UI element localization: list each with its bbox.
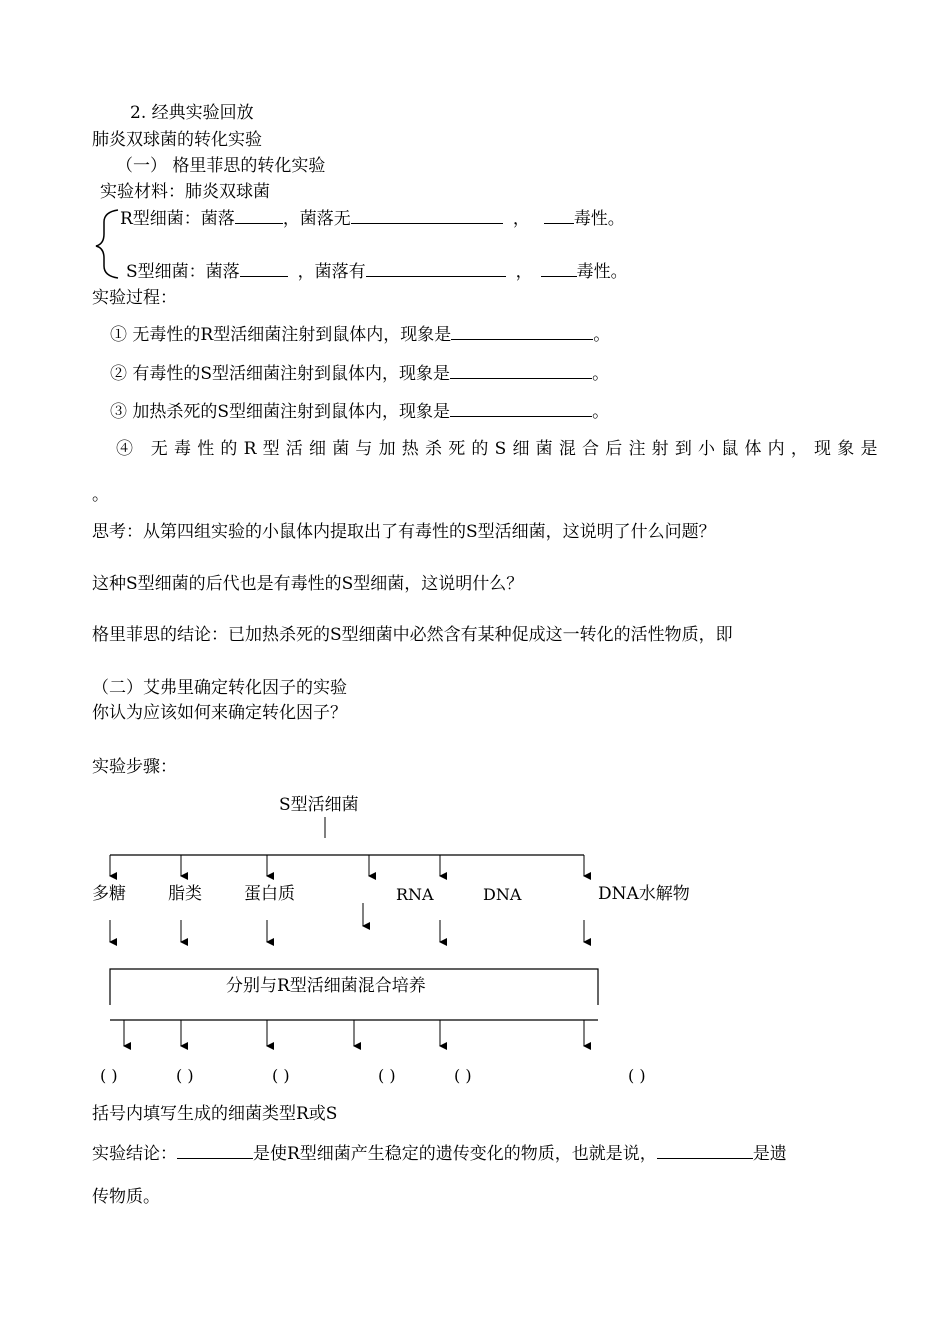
answer-bracket[interactable]: ( ) [454, 1066, 472, 1085]
component-label: 蛋白质 [244, 884, 295, 904]
process-step-4: ④ 无毒性的R型活细菌与加热杀死的S细菌混合后注射到小鼠体内，现象是 [116, 439, 884, 459]
step2-text: ② 有毒性的S型活细菌注射到鼠体内，现象是 [110, 364, 451, 384]
answer-bracket[interactable]: ( ) [100, 1066, 118, 1085]
bracket-hint: 括号内填写生成的细菌类型R或S [92, 1104, 338, 1124]
component-label: 多糖 [92, 884, 126, 904]
conclusion-prefix: 实验结论： [92, 1144, 177, 1164]
steps-heading: 实验步骤： [92, 757, 177, 777]
mix-label: 分别与R型活细菌混合培养 [226, 976, 426, 996]
part1-title: （一） 格里菲思的转化实验 [116, 156, 326, 176]
conclusion-suffix: 是遗 [752, 1144, 787, 1164]
r-prefix: R型细菌：菌落 [120, 209, 235, 229]
step-end: 。 [592, 402, 610, 422]
answer-bracket[interactable]: ( ) [272, 1066, 290, 1085]
r-mid2: ， [512, 209, 530, 229]
blank[interactable] [657, 1142, 753, 1159]
conclusion-mid: 是使R型细菌产生稳定的遗传变化的物质，也就是说， [253, 1144, 657, 1164]
answer-bracket[interactable]: ( ) [378, 1066, 396, 1085]
blank[interactable] [177, 1142, 253, 1159]
avery-conclusion [92, 1142, 787, 1165]
r-mid1: ，菌落无 [282, 209, 351, 229]
s-mid1: ，菌落有 [297, 262, 366, 282]
process-step-4-end: 。 [92, 485, 109, 505]
process-heading: 实验过程： [92, 288, 177, 308]
component-label: DNA [483, 885, 522, 904]
s-mid2: ， [515, 262, 533, 282]
thinking-q1: 思考：从第四组实验的小鼠体内提取出了有毒性的S型活细菌，这说明了什么问题？ [92, 522, 716, 542]
part2-title: （二）艾弗里确定转化因子的实验 [92, 678, 347, 698]
thinking-q2: 这种S型细菌的后代也是有毒性的S型细菌，这说明什么？ [92, 574, 524, 594]
griffith-conclusion: 格里菲思的结论：已加热杀死的S型细菌中必然含有某种促成这一转化的活性物质，即 [92, 625, 733, 645]
section-title: 2. 经典实验回放 [130, 103, 254, 123]
step1-text: ① 无毒性的R型活细菌注射到鼠体内，现象是 [110, 325, 452, 345]
conclusion-line2: 传物质。 [92, 1187, 160, 1207]
component-label: RNA [396, 885, 434, 904]
topic-title: 肺炎双球菌的转化实验 [92, 130, 262, 150]
answer-bracket[interactable]: ( ) [176, 1066, 194, 1085]
step3-text: ③ 加热杀死的S型细菌注射到鼠体内，现象是 [110, 402, 451, 422]
component-label: 脂类 [168, 884, 202, 904]
answer-bracket[interactable]: ( ) [628, 1066, 646, 1085]
step-end: 。 [593, 325, 611, 345]
material-line: 实验材料：肺炎双球菌 [100, 182, 270, 202]
component-label: DNA水解物 [598, 884, 690, 904]
r-suffix: 毒性。 [573, 209, 625, 229]
step-end: 。 [592, 364, 610, 384]
source-label: S型活细菌 [279, 795, 359, 815]
part2-question: 你认为应该如何来确定转化因子？ [92, 703, 347, 723]
s-suffix: 毒性。 [576, 262, 628, 282]
s-prefix: S型细菌：菌落 [126, 262, 240, 282]
